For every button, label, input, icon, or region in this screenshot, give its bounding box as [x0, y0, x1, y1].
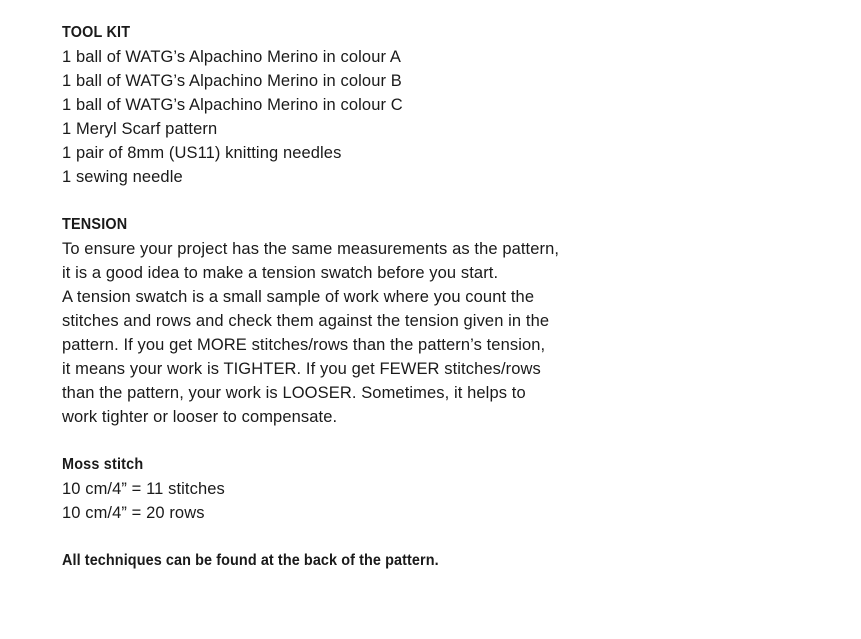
moss-stitch-heading: Moss stitch: [62, 456, 144, 473]
section-spacer: [62, 525, 822, 549]
moss-stitch-section: [62, 453, 822, 525]
tension-text-line: work tighter or looser to compensate.: [62, 408, 338, 426]
techniques-note: All techniques can be found at the back of the pattern.: [62, 552, 439, 569]
tension-text-line: it means your work is TIGHTER. If you get FEWER stitches/rows: [62, 360, 541, 378]
tension-text-line: pattern. If you get MORE stitches/rows than the pattern’s tension,: [62, 336, 546, 354]
tension-section: [62, 213, 822, 429]
tension-text-line: stitches and rows and check them against the tension given in the: [62, 312, 550, 330]
toolkit-item: 1 Meryl Scarf pattern: [62, 120, 218, 138]
moss-stitch-gauge-line: 10 cm/4” = 20 rows: [62, 504, 205, 522]
section-spacer: [62, 429, 822, 453]
section-spacer: [62, 189, 822, 213]
tension-text-line: it is a good idea to make a tension swatch before you start.: [62, 264, 499, 282]
toolkit-heading: TOOL KIT: [62, 24, 131, 41]
tension-text-line: than the pattern, your work is LOOSER. Sometimes, it helps to: [62, 384, 526, 402]
toolkit-section: [62, 21, 822, 189]
toolkit-item: 1 ball of WATG’s Alpachino Merino in colour A: [62, 48, 401, 66]
toolkit-item: 1 ball of WATG’s Alpachino Merino in colour C: [62, 96, 403, 114]
moss-stitch-gauge-line: 10 cm/4” = 11 stitches: [62, 480, 225, 498]
tension-text-line: A tension swatch is a small sample of work where you count the: [62, 288, 535, 306]
toolkit-item: 1 pair of 8mm (US11) knitting needles: [62, 144, 342, 162]
document-page: [62, 21, 822, 573]
tension-heading: TENSION: [62, 216, 128, 233]
toolkit-item: 1 sewing needle: [62, 168, 183, 186]
tension-text-line: To ensure your project has the same measurements as the pattern,: [62, 240, 560, 258]
toolkit-item: 1 ball of WATG’s Alpachino Merino in colour B: [62, 72, 402, 90]
